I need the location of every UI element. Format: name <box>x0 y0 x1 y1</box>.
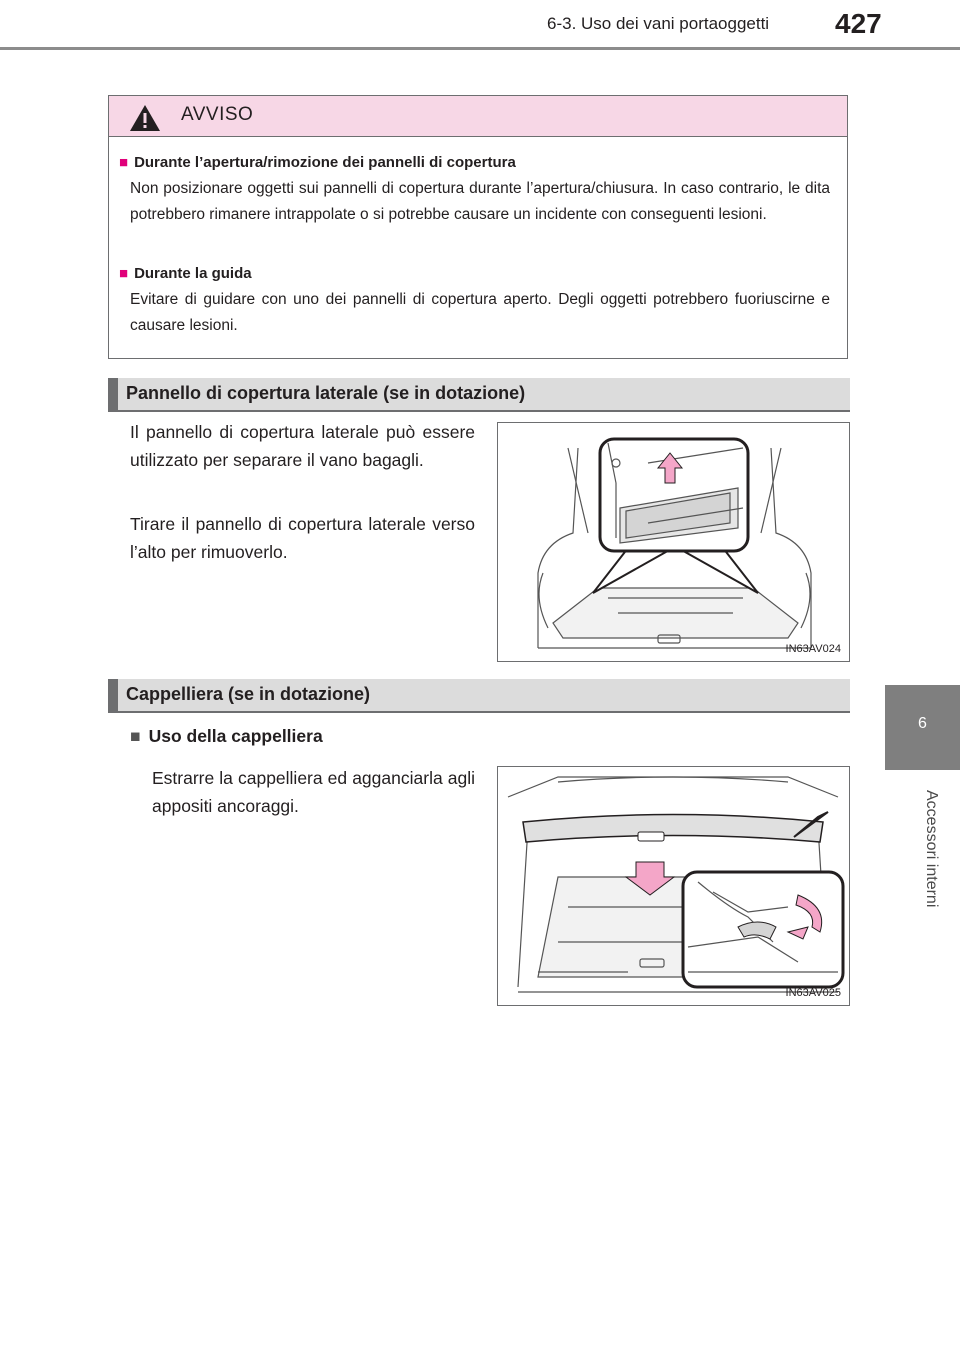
heading-bar <box>108 679 118 713</box>
heading-bar <box>108 378 118 412</box>
warning-header <box>109 96 847 137</box>
body-paragraph: Tirare il pannello di copertura laterale verso l’alto per rimuoverlo. <box>130 514 475 562</box>
section-title: 6-3. Uso dei vani portaoggetti <box>547 14 770 33</box>
warning-box <box>108 95 848 359</box>
warning-item-title: ■ Durante la guida <box>119 265 252 282</box>
section-heading-text: Cappelliera (se in dotazione) <box>126 684 371 704</box>
body-paragraph: Il pannello di copertura laterale può essere utilizzato per separare il vano bagagli. <box>130 422 475 470</box>
section-heading <box>108 378 850 412</box>
chapter-title: Accessori interni <box>923 790 940 908</box>
warning-title: AVVISO <box>181 104 254 125</box>
figure-tonneau-cover <box>497 766 850 1006</box>
chapter-number: 6 <box>918 715 927 732</box>
luggage-side-panel-illustration <box>498 423 851 663</box>
warning-item-title: ■ Durante l’apertura/rimozione dei pannelli di copertura <box>119 154 516 171</box>
warning-triangle-icon <box>129 104 161 132</box>
tonneau-cover-illustration <box>498 767 851 1007</box>
section-heading <box>108 679 850 713</box>
warning-item-text: Evitare di guidare con uno dei pannelli di copertura aperto. Degli oggetti potrebbero fuoriuscirne e causare lesioni. <box>130 291 830 334</box>
warning-item-text: Non posizionare oggetti sui pannelli di copertura durante l’apertura/chiusura. In caso contrario, le dita potrebbero rimanere intrappolate o si potrebbe causare un incidente con conseguenti lesioni. <box>130 180 830 223</box>
page-number: 427 <box>835 8 882 39</box>
figure-side-cover-panel <box>497 422 850 662</box>
header-rule <box>0 47 960 50</box>
section-heading-text: Pannello di copertura laterale (se in dotazione) <box>126 383 526 403</box>
figure-code: IN63AV025 <box>785 987 841 999</box>
subsection-heading: ■ Uso della cappelliera <box>130 726 323 746</box>
figure-code: IN63AV024 <box>785 643 841 655</box>
body-paragraph: Estrarre la cappelliera ed agganciarla agli appositi ancoraggi. <box>152 768 475 816</box>
chapter-tab <box>885 685 960 770</box>
